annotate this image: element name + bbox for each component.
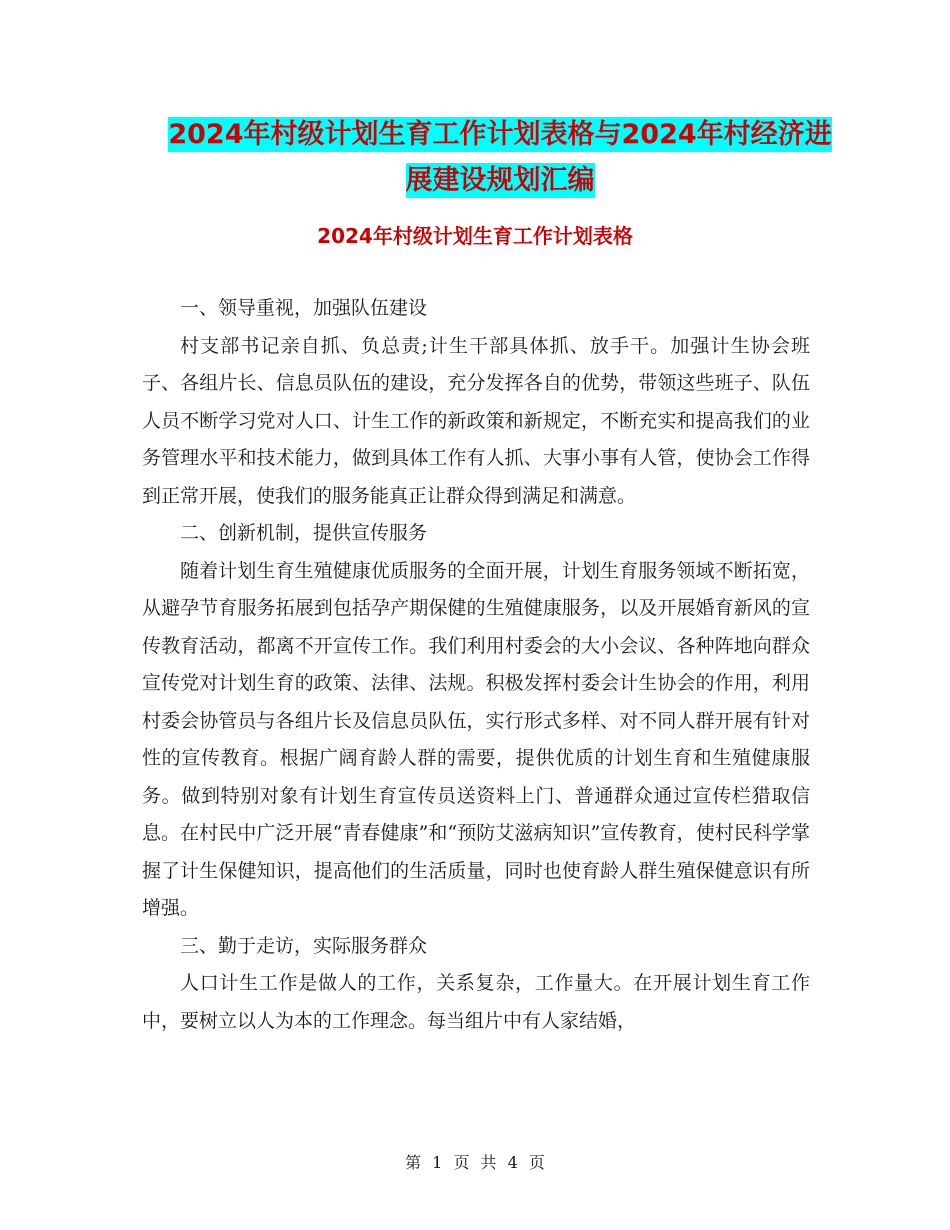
page-footer: 第 1 页 共 4 页 [405, 1153, 545, 1172]
document-body [142, 290, 810, 1040]
paragraph-3: 人口计生工作是做人的工作，关系复杂，工作量大。在开展计划生育工作中，要树立以人为本的工作理念。每当组片中有人家结婚， [142, 972, 810, 1032]
section-title: 2024年村级计划生育工作计划表格 [317, 224, 633, 248]
document-title [140, 112, 860, 204]
paragraph-1: 村支部书记亲自抓、负总责;计生干部具体抓、放手干。加强计生协会班子、各组片长、信息员队伍的建设，充分发挥各自的优势，带领这些班子、队伍人员不断学习党对人口、计生工作的新政策和新规定，不断充实和提高我们的业务管理水平和技术能力，做到具体工作有人抓、大事小事有人管，使协会工作得到正常开展，使我们的服务能真正让群众得到满足和满意。 [142, 334, 810, 507]
heading-1: 一、领导重视，加强队伍建设 [180, 297, 428, 319]
heading-2: 二、创新机制，提供宣传服务 [180, 522, 428, 544]
document-title-line-2: 展建设规划汇编 [405, 165, 595, 196]
heading-3: 三、勤于走访，实际服务群众 [180, 934, 428, 957]
document-title-line-1: 2024年村级计划生育工作计划表格与2024年村经济进 [168, 119, 832, 150]
paragraph-2: 随着计划生育生殖健康优质服务的全面开展，计划生育服务领域不断拓宽，从避孕节育服务拓展到包括孕产期保健的生殖健康服务，以及开展婚育新风的宣传教育活动，都离不开宣传工作。我们利用村委会的大小会议、各种阵地向群众宣传党对计划生育的政策、法律、法规。积极发挥村委会计生协会的作用，利用村委会协管员与各组片长及信息员队伍，实行形式多样、对不同人群开展有针对性的宣传教育。根据广阔育龄人群的需要，提供优质的计划生育和生殖健康服务。做到特别对象有计划生育宣传员送资料上门、普通群众通过宣传栏猎取信息。在村民中广泛开展“青春健康”和“预防艾滋病知识”宣传教育，使村民科学掌握了计生保健知识，提高他们的生活质量，同时也使育龄人群生殖保健意识有所增强。 [142, 559, 810, 919]
